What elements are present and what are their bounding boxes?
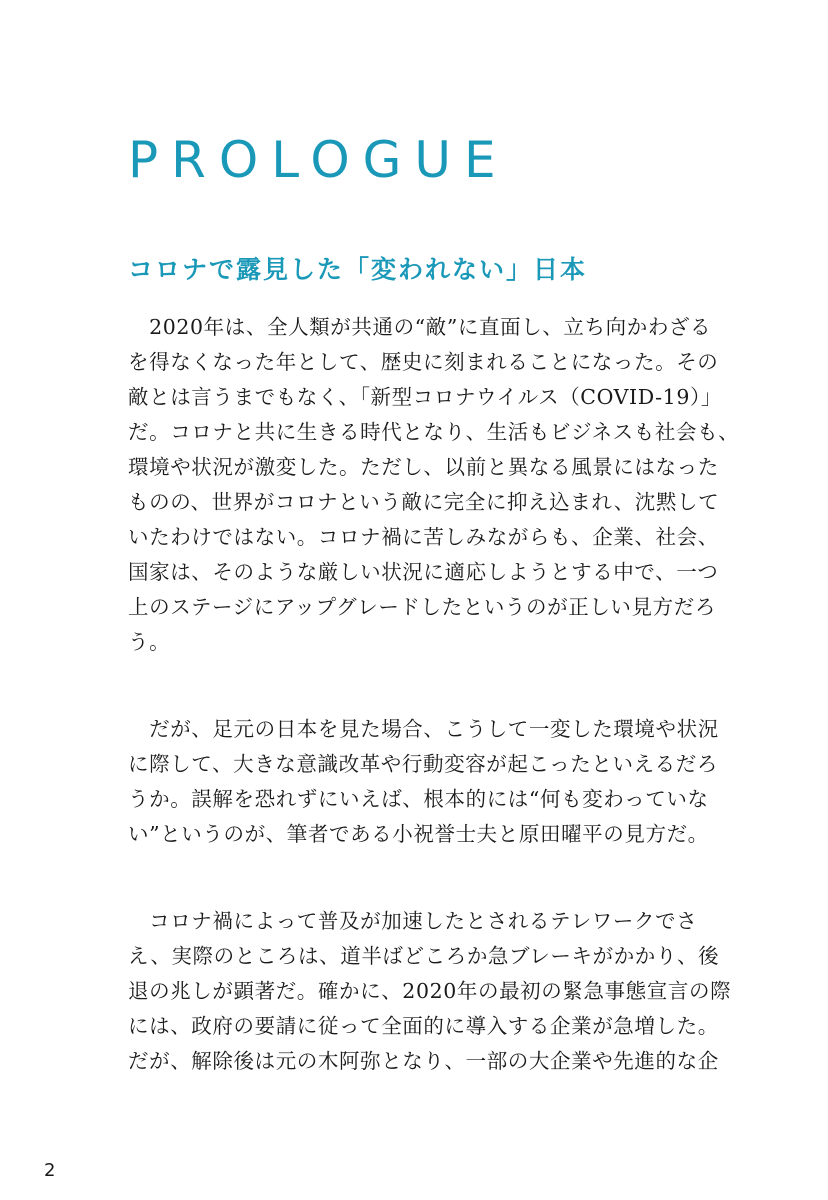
paragraph-3	[128, 904, 732, 1079]
text-line: 環境や状況が激変した。ただし、以前と異なる風景にはなった	[128, 455, 719, 479]
section-heading: コロナで露見した「変われない」日本	[128, 255, 588, 284]
page-title: PROLOGUE	[128, 131, 509, 189]
text-line: コロナ禍によって普及が加速したとされるテレワークでさ	[128, 909, 698, 933]
text-line: だが、解除後は元の木阿弥となり、一部の大企業や先進的な企	[128, 1049, 719, 1073]
text-line: 敵とは言うまでもなく、「新型コロナウイルス（COVID-19）」	[128, 385, 722, 409]
text-line: 2020年は、全人類が共通の“敵”に直面し、立ち向かわざる	[128, 315, 712, 339]
page-number: 2	[44, 1160, 56, 1181]
text-line: うか。誤解を恐れずにいえば、根本的には“何も変わっていな	[128, 787, 709, 811]
text-line: に際して、大きな意識改革や行動変容が起こったといえるだろ	[128, 752, 718, 776]
text-line: 国家は、そのような厳しい状況に適応しようとする中で、一つ	[128, 560, 719, 584]
text-line: を得なくなった年として、歴史に刻まれることになった。その	[128, 350, 719, 374]
body-text	[128, 310, 740, 1131]
paragraph-2	[128, 712, 719, 852]
text-line: には、政府の要請に従って全面的に導入する企業が急増した。	[128, 1014, 719, 1038]
text-line: い”というのが、筆者である小祝誉士夫と原田曜平の見方だ。	[128, 822, 709, 846]
text-line: 上のステージにアップグレードしたというのが正しい見方だろ	[128, 595, 716, 619]
text-line: え、実際のところは、道半ばどころか急ブレーキがかかり、後	[128, 944, 720, 968]
text-line: いたわけではない。コロナ禍に苦しみながらも、企業、社会、	[128, 525, 719, 549]
text-line: だが、足元の日本を見た場合、こうして一変した環境や状況	[128, 717, 719, 741]
text-line: 退の兆しが顕著だ。確かに、2020年の最初の緊急事態宣言の際	[128, 979, 732, 1003]
text-line: ものの、世界がコロナという敵に完全に抑え込まれ、沈黙して	[128, 490, 720, 514]
paragraph-1	[128, 310, 740, 660]
text-line: う。	[128, 630, 171, 654]
text-line: だ。コロナと共に生きる時代となり、生活もビジネスも社会も、	[128, 420, 740, 444]
